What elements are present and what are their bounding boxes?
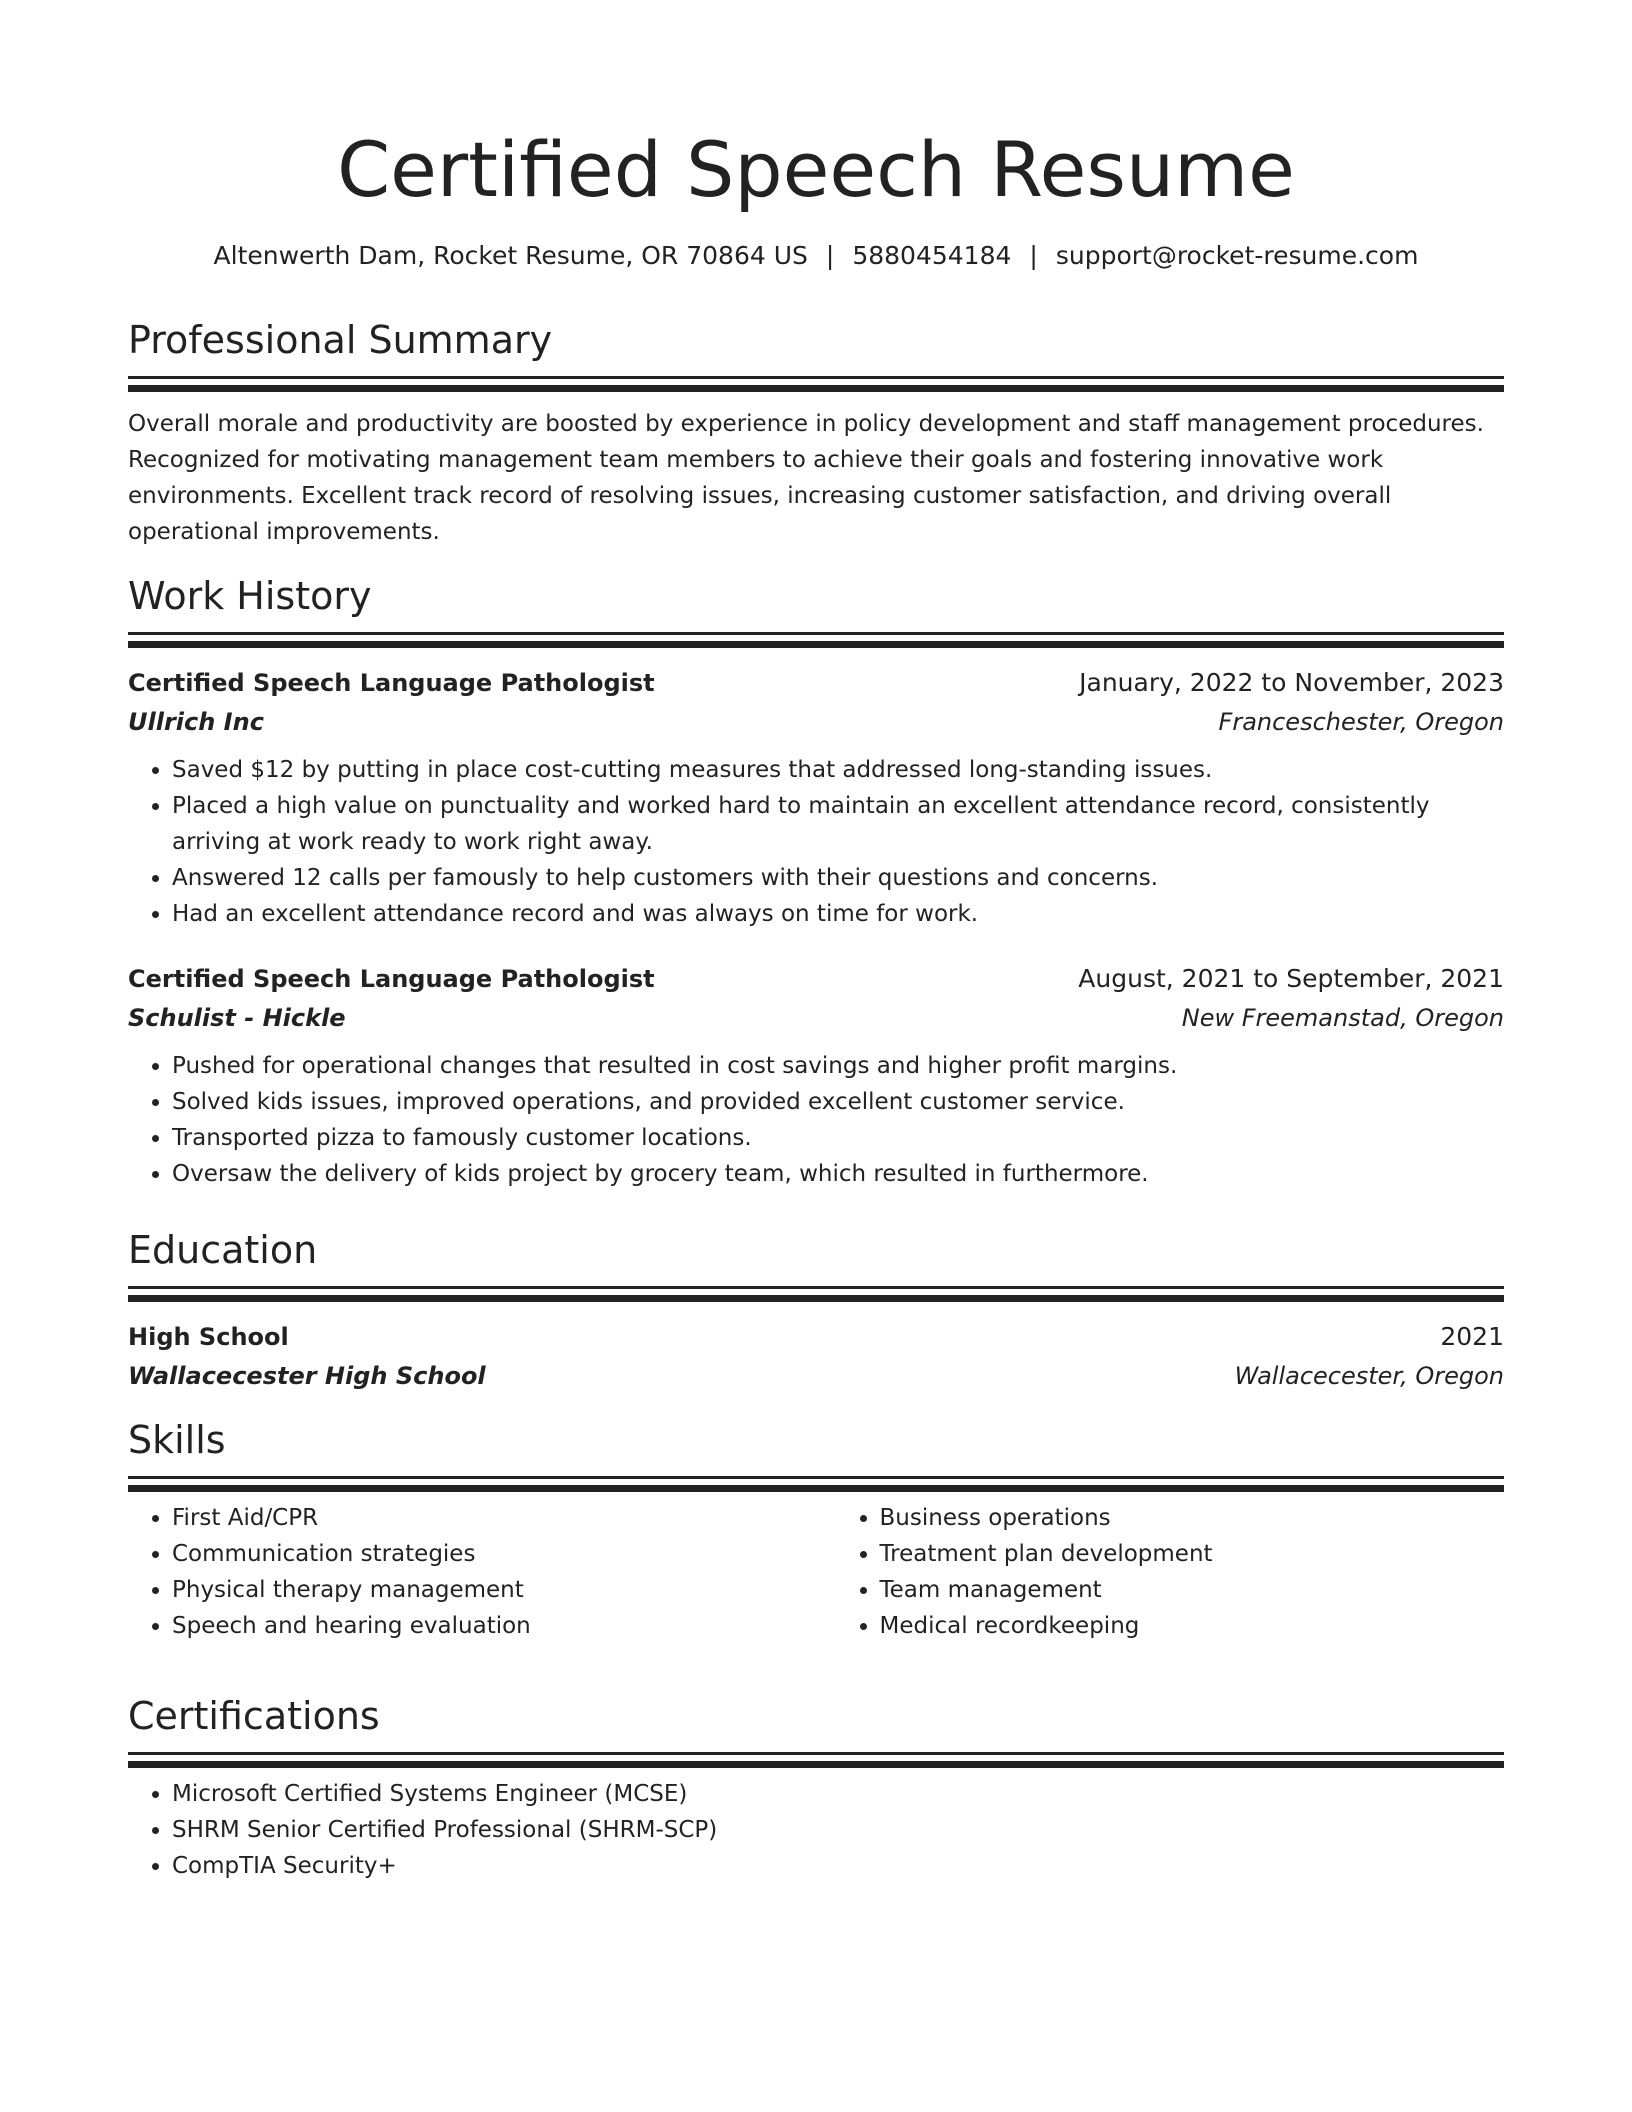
skills-list-left [128, 1500, 836, 1644]
list-item: • CompTIA Security+ [172, 1848, 1504, 1884]
list-item: • First Aid/CPR [172, 1500, 836, 1536]
contact-phone: 5880454184 [852, 241, 1012, 270]
job-company-row [128, 702, 1504, 742]
job-bullets [128, 1048, 1504, 1192]
list-item: • Physical therapy management [172, 1572, 836, 1608]
list-item: • Business operations [880, 1500, 1504, 1536]
list-item: • Microsoft Certified Systems Engineer (MCSE) [172, 1776, 1504, 1812]
summary-text: Overall morale and productivity are boosted by experience in policy development and staff management procedures. Recognized for motivating management team members to achieve their goals and fostering innovative work environments. Excellent track record of resolving issues, increasing customer satisfaction, and driving overall operational improvements. [128, 411, 1484, 545]
section-divider [128, 376, 1504, 379]
list-item: • Placed a high value on punctuality and worked hard to maintain an excellent attendance record, consistently arriving at work ready to work right away. [172, 788, 1504, 860]
job-company-row [128, 998, 1504, 1038]
summary-section [128, 316, 1504, 550]
contact-line [128, 238, 1504, 274]
section-divider-thick [128, 385, 1504, 392]
job-title: Certified Speech Language Pathologist [128, 669, 655, 697]
skills-grid [128, 1500, 1504, 1644]
job-entry [128, 960, 1504, 1192]
section-divider-thick [128, 1485, 1504, 1492]
skills-list-right [836, 1500, 1504, 1644]
work-history-section [128, 572, 1504, 1192]
contact-email: support@rocket-resume.com [1055, 241, 1419, 270]
section-divider-thick [128, 1295, 1504, 1302]
list-item: • SHRM Senior Certified Professional (SHRM-SCP) [172, 1812, 1504, 1848]
section-divider-thick [128, 641, 1504, 648]
job-location: New Freemanstad, Oregon [1181, 1004, 1504, 1032]
job-header-row [128, 960, 1504, 998]
education-year: 2021 [1440, 1322, 1504, 1351]
certifications-list [128, 1776, 1504, 1884]
job-title: Certified Speech Language Pathologist [128, 965, 655, 993]
list-item: • Saved $12 by putting in place cost-cutting measures that addressed long-standing issues. [172, 752, 1504, 788]
certifications-section [128, 1692, 1504, 1884]
list-item: • Had an excellent attendance record and was always on time for work. [172, 896, 1504, 932]
summary-heading: Professional Summary [128, 318, 553, 362]
job-location: Franceschester, Oregon [1218, 708, 1504, 736]
job-dates: January, 2022 to November, 2023 [1079, 668, 1504, 697]
education-heading: Education [128, 1228, 318, 1272]
list-item: • Pushed for operational changes that resulted in cost savings and higher profit margins. [172, 1048, 1504, 1084]
list-item: • Answered 12 calls per famously to help customers with their questions and concerns. [172, 860, 1504, 896]
contact-separator: | [825, 241, 835, 270]
list-item: • Speech and hearing evaluation [172, 1608, 836, 1644]
education-school-row [128, 1356, 1504, 1396]
list-item: • Communication strategies [172, 1536, 836, 1572]
list-item: • Solved kids issues, improved operations, and provided excellent customer service. [172, 1084, 1504, 1120]
skills-section [128, 1416, 1504, 1644]
certifications-heading: Certifications [128, 1694, 380, 1738]
section-divider-thick [128, 1761, 1504, 1768]
job-company: Ullrich Inc [128, 708, 264, 736]
job-bullets [128, 752, 1504, 932]
contact-address: Altenwerth Dam, Rocket Resume, OR 70864 US [213, 241, 808, 270]
education-entry [128, 1318, 1504, 1396]
section-divider [128, 1752, 1504, 1755]
contact-separator: | [1029, 241, 1038, 270]
education-degree: High School [128, 1323, 289, 1351]
education-location: Wallacecester, Oregon [1234, 1362, 1504, 1390]
list-item: • Medical recordkeeping [880, 1608, 1504, 1644]
list-item: • Oversaw the delivery of kids project by grocery team, which resulted in furthermore. [172, 1156, 1504, 1192]
work-history-heading: Work History [128, 574, 372, 618]
list-item: • Team management [880, 1572, 1504, 1608]
job-header-row [128, 664, 1504, 702]
job-entry [128, 664, 1504, 932]
education-header-row [128, 1318, 1504, 1356]
education-section [128, 1226, 1504, 1396]
section-divider [128, 632, 1504, 635]
skills-heading: Skills [128, 1418, 226, 1462]
job-dates: August, 2021 to September, 2021 [1078, 964, 1504, 993]
education-school: Wallacecester High School [128, 1362, 486, 1390]
section-divider [128, 1286, 1504, 1289]
list-item: • Treatment plan development [880, 1536, 1504, 1572]
list-item: • Transported pizza to famously customer locations. [172, 1120, 1504, 1156]
resume-name: Certified Speech Resume [337, 125, 1295, 214]
job-company: Schulist - Hickle [128, 1004, 346, 1032]
section-divider [128, 1476, 1504, 1479]
